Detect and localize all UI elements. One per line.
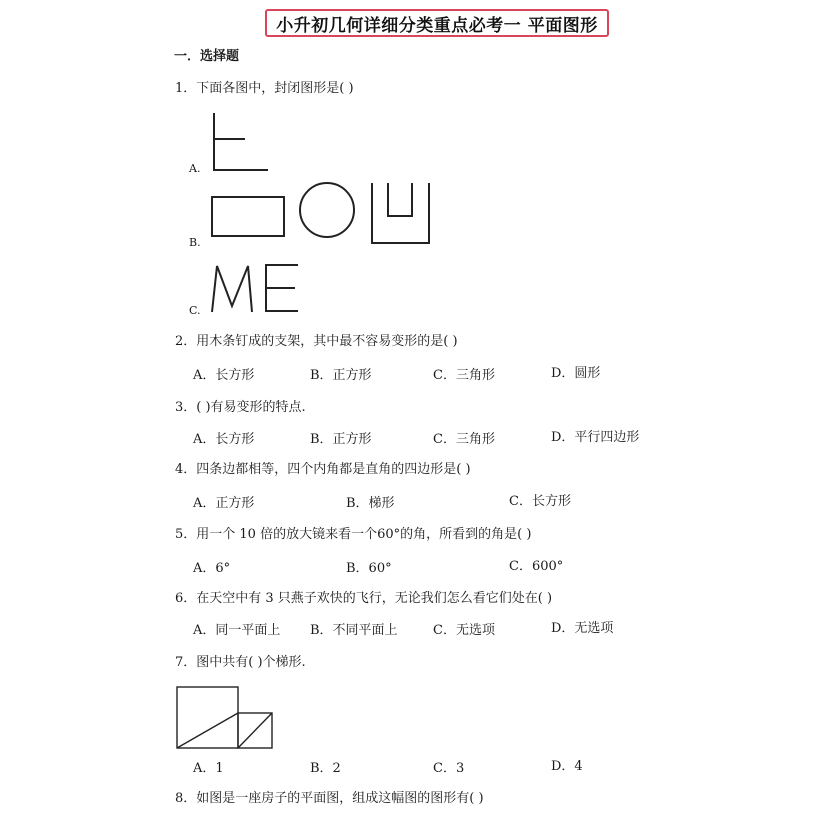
q2-stem: 2．用木条钉成的支架，其中最不容易变形的是( ) xyxy=(175,334,458,349)
q1-option-c-label: C. xyxy=(189,304,201,317)
q3-option-c: C．三角形 xyxy=(433,432,495,447)
q1-option-a-label: A. xyxy=(189,162,201,175)
q2-option-b: B．正方形 xyxy=(310,368,372,383)
section-heading: 一．选择题 xyxy=(174,49,240,64)
q1-figure-b-shapes xyxy=(205,180,445,246)
worksheet-title: 小升初几何详细分类重点必考一 平面图形 xyxy=(265,9,609,37)
q7-trapezoid-figure xyxy=(176,686,276,750)
q3-stem: 3．( )有易变形的特点. xyxy=(175,400,306,415)
q1-option-b-label: B. xyxy=(189,236,201,249)
q7-option-a: A．1 xyxy=(193,761,224,776)
q6-option-d: D．无选项 xyxy=(551,621,614,636)
q6-stem: 6．在天空中有 3 只燕子欢快的飞行，无论我们怎么看它们处在( ) xyxy=(175,591,553,606)
q7-stem: 7．图中共有( )个梯形. xyxy=(175,655,306,670)
q6-option-c: C．无选项 xyxy=(433,623,495,638)
q5-stem: 5．用一个 10 倍的放大镜来看一个60°的角，所看到的角是( ) xyxy=(175,527,532,542)
q8-stem: 8．如图是一座房子的平面图，组成这幅图的图形有( ) xyxy=(175,791,484,806)
q7-option-d: D．4 xyxy=(551,759,583,774)
q1-figure-a-open-shape xyxy=(205,110,275,175)
q6-option-b: B．不同平面上 xyxy=(310,623,398,638)
q1-figure-c-letters-me xyxy=(205,262,305,314)
q3-option-b: B．正方形 xyxy=(310,432,372,447)
q2-option-a: A．长方形 xyxy=(193,368,255,383)
q7-option-b: B．2 xyxy=(310,761,341,776)
q5-option-b: B．60° xyxy=(346,561,392,576)
q3-option-a: A．长方形 xyxy=(193,432,255,447)
q2-option-d: D．圆形 xyxy=(551,366,601,381)
q3-option-d: D．平行四边形 xyxy=(551,430,640,445)
q7-option-c: C．3 xyxy=(433,761,465,776)
q5-option-a: A．6° xyxy=(193,561,231,576)
q4-option-a: A．正方形 xyxy=(193,496,255,511)
q4-stem: 4．四条边都相等，四个内角都是直角的四边形是( ) xyxy=(175,462,471,477)
q4-option-b: B．梯形 xyxy=(346,496,395,511)
q5-option-c: C．600° xyxy=(509,559,564,574)
q1-stem: 1．下面各图中，封闭图形是( ) xyxy=(175,81,354,96)
q2-option-c: C．三角形 xyxy=(433,368,495,383)
q6-option-a: A．同一平面上 xyxy=(193,623,281,638)
q4-option-c: C．长方形 xyxy=(509,494,571,509)
